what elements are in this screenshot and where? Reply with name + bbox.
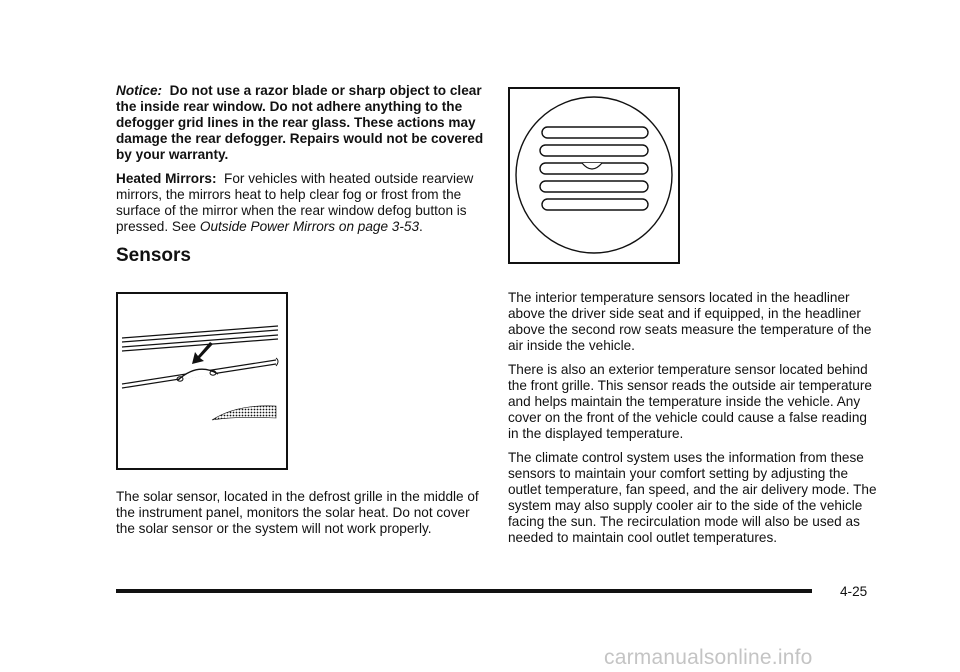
notice-label: Notice: — [116, 83, 163, 98]
solar-sensor-figure — [116, 292, 288, 470]
section-title: Sensors — [116, 245, 191, 266]
interior-sensor-paragraph: The interior temperature sensors located in the headliner above the driver side seat and if equipped, in the headliner above the second row seats measure the temperature of the air inside the vehicle. — [508, 290, 872, 353]
heated-mirrors-text: For vehicles with heated outside rearview mirrors, the mirrors heat to help clear fog or frost from the surface of the mirror when the rear window defog button is pressed. See — [116, 171, 474, 234]
climate-control-paragraph: The climate control system uses the information from these sensors to maintain your comfort setting by adjusting the outlet temperature, fan speed, and the air delivery mode. The system may also supply cooler air to the side of the vehicle facing the sun. The recirculation mode will also be used as needed to maintain cool outlet temperatures. — [508, 450, 877, 545]
page-number: 4-25 — [840, 584, 868, 599]
outside-power-mirrors-link[interactable]: Outside Power Mirrors on page 3-53 — [199, 219, 420, 234]
exterior-sensor-paragraph: There is also an exterior temperature sensor located behind the front grille. This sensor reads the outside air temperature and helps maintain the temperature inside the vehicle. Any cover on the front of the vehicle could cause a false reading in the displayed temperature. — [508, 362, 872, 441]
heated-mirrors-end: . — [419, 219, 423, 234]
interior-temperature-sensor-illustration — [510, 89, 678, 262]
interior-sensor-figure — [508, 87, 680, 264]
left-column — [116, 83, 488, 281]
watermark: carmanualsonline.info — [604, 646, 813, 669]
heated-mirrors-label: Heated Mirrors: — [116, 171, 217, 186]
footer-rule — [116, 589, 812, 593]
notice-text: Do not use a razor blade or sharp object to clear the inside rear window. Do not adhere anything to the defogger grid lines in the rear glass. These actions may damage the rear defogger. Repairs would not be covered by your warranty. — [116, 83, 484, 162]
heated-mirrors-paragraph — [116, 171, 488, 235]
solar-description — [116, 489, 488, 545]
right-column — [508, 290, 880, 554]
notice-paragraph — [116, 83, 488, 163]
solar-sensor-illustration — [118, 294, 286, 468]
solar-paragraph: The solar sensor, located in the defrost grille in the middle of the instrument panel, monitors the solar heat. Do not cover the solar sensor or the system will not work properly. — [116, 489, 479, 536]
